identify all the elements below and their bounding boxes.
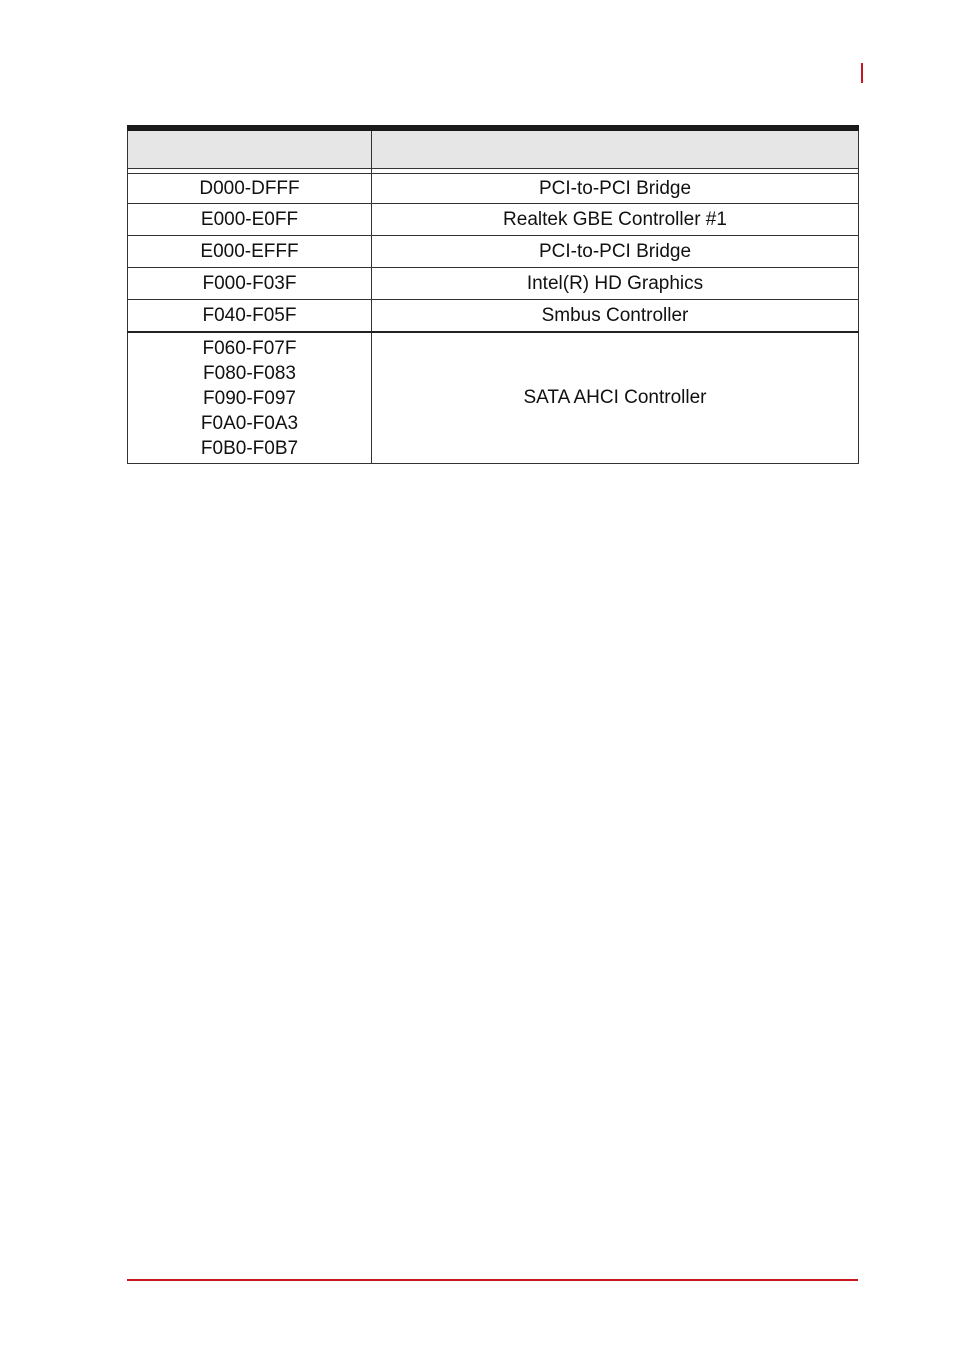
address-range-line: F0B0-F0B7 (200, 437, 299, 459)
address-range-cell: F000-F03F (128, 268, 372, 300)
header-device (372, 128, 859, 169)
table-row-multi-range (128, 332, 859, 464)
address-range-cell-multi (128, 332, 372, 464)
device-cell: Smbus Controller (372, 300, 859, 333)
table-row (128, 268, 859, 300)
address-range-cell: E000-E0FF (128, 204, 372, 236)
table-row (128, 174, 859, 204)
address-range-line: F060-F07F (202, 337, 297, 359)
device-cell: SATA AHCI Controller (372, 332, 859, 464)
address-range-cell: F040-F05F (128, 300, 372, 333)
address-range-cell: E000-EFFF (128, 236, 372, 268)
address-range-line: F090-F097 (203, 387, 296, 409)
header-red-marker (861, 63, 863, 83)
device-cell: Intel(R) HD Graphics (372, 268, 859, 300)
device-cell: Realtek GBE Controller #1 (372, 204, 859, 236)
table-row (128, 300, 859, 333)
io-address-table (127, 125, 859, 464)
table-row (128, 236, 859, 268)
footer-red-rule (127, 1279, 858, 1281)
device-cell: PCI-to-PCI Bridge (372, 174, 859, 204)
table-header-row (128, 128, 859, 169)
table-row (128, 204, 859, 236)
header-address-range (128, 128, 372, 169)
address-range-line: F0A0-F0A3 (200, 412, 299, 434)
device-cell: PCI-to-PCI Bridge (372, 236, 859, 268)
address-range-line: F080-F083 (203, 362, 296, 384)
address-range-cell: D000-DFFF (128, 174, 372, 204)
